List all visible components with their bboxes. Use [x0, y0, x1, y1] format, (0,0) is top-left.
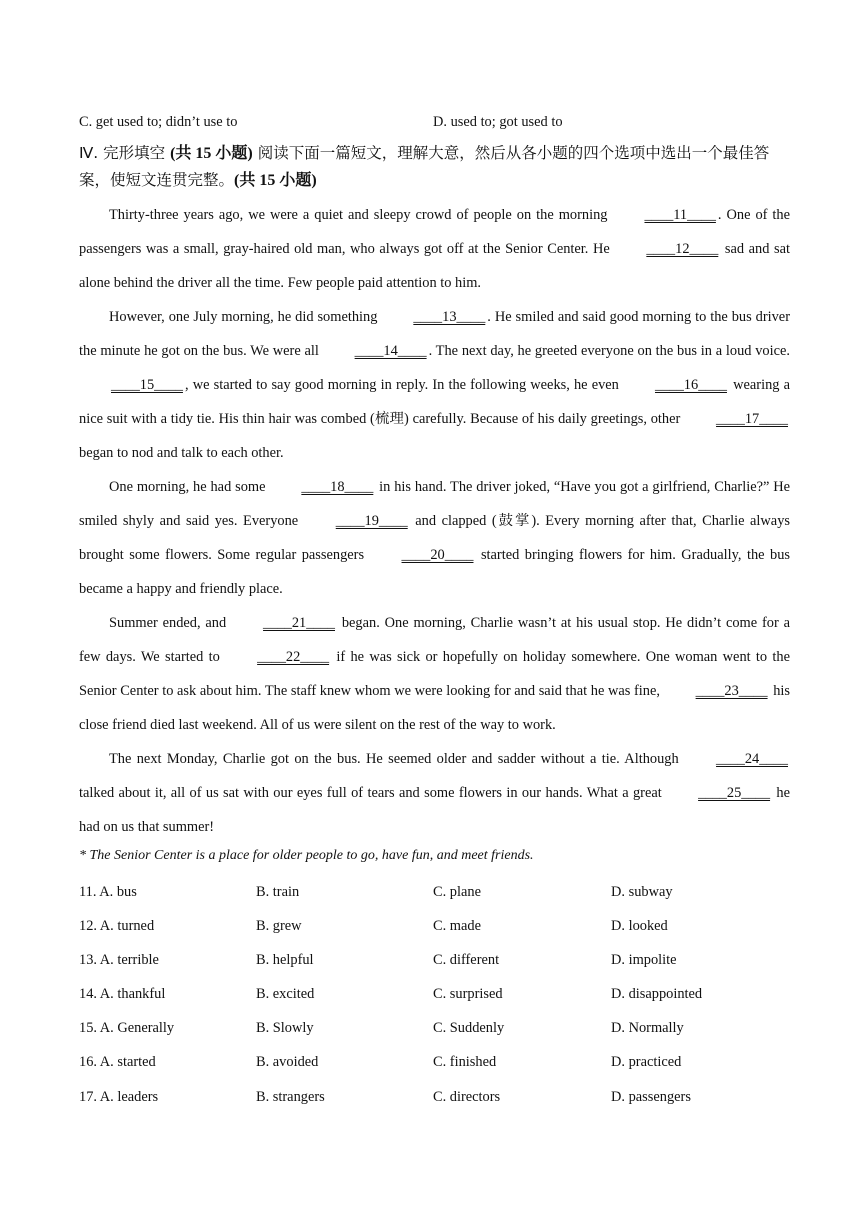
text: if he was sick or hopefully on holiday somewhere. One woman went to the Senior Center to ask about him. The staff knew whom we were looking for and said that he was fine, — [79, 649, 790, 699]
option-a: 13. A. terrible — [79, 952, 159, 969]
text: The next Monday, Charlie got on the bus. He seemed older and sadder without a tie. Although — [109, 751, 685, 767]
blank-22: ____22____ — [257, 649, 330, 665]
blank-13: ____13____ — [413, 309, 486, 325]
blank-24: ____24____ — [716, 751, 788, 767]
paragraph-5 — [79, 742, 790, 844]
blank-12: ____12____ — [646, 241, 719, 257]
paragraph-2 — [79, 300, 790, 470]
option-b: B. Slowly — [256, 1020, 314, 1037]
blank-23: ____23____ — [695, 683, 768, 699]
section-instruction: 阅读下面一篇短文，理解大意，然后从各小题的四个选项中选出一个最佳答案，使短文连贯完整。 — [79, 144, 770, 189]
option-a: 17. A. leaders — [79, 1088, 159, 1105]
option-a: 15. A. Generally — [79, 1020, 175, 1037]
blank-17: ____17____ — [716, 411, 788, 427]
text: Thirty-three years ago, we were a quiet and sleepy crowd of people on the morning — [109, 207, 613, 223]
section-count: (共 15 小题) — [170, 145, 253, 162]
blank-19: ____19____ — [335, 513, 408, 529]
question-row-16 — [79, 1050, 790, 1084]
option-d: D. disappointed — [611, 986, 703, 1003]
option-c: C. surprised — [433, 986, 503, 1003]
text: . He smiled and said good morning to the bus driver the minute he got on the bus. We were all — [79, 309, 790, 359]
option-c: C. get used to; didn’t use to — [79, 114, 238, 130]
option-d: D. used to; got used to — [433, 114, 563, 130]
option-d: D. subway — [611, 884, 673, 900]
section-heading — [79, 140, 790, 194]
text: , we started to say good morning in reply. In the following weeks, he even — [184, 377, 624, 393]
question-row-15 — [79, 1016, 790, 1050]
blank-11: ____11____ — [644, 207, 716, 223]
text: . The next day, he greeted everyone on the bus in a loud voice. — [428, 343, 790, 359]
option-a: 14. A. thankful — [79, 986, 166, 1003]
footnote: * The Senior Center is a place for older people to go, have fun, and meet friends. — [79, 848, 534, 863]
question-row-17 — [79, 1085, 790, 1119]
option-a: 11. A. bus — [79, 884, 137, 900]
option-c: C. finished — [433, 1054, 497, 1071]
paragraph-1 — [79, 198, 790, 300]
blank-14: ____14____ — [354, 343, 427, 359]
text: One morning, he had some — [109, 479, 270, 495]
question-row-14 — [79, 982, 790, 1016]
blank-18: ____18____ — [301, 479, 374, 495]
option-a: 16. A. started — [79, 1054, 156, 1071]
option-d: D. practiced — [611, 1054, 682, 1071]
blank-25: ____25____ — [698, 785, 771, 801]
text: started bringing flowers for him. Gradually, the bus became a happy and friendly place. — [79, 547, 790, 597]
cloze-passage — [79, 198, 790, 844]
section-title-prefix: Ⅳ. 完形填空 — [79, 144, 171, 162]
text: his close friend died last weekend. All of us were silent on the rest of the way to work. — [79, 683, 790, 733]
blank-15: ____15____ — [111, 377, 183, 393]
blank-21: ____21____ — [263, 615, 335, 631]
question-options — [79, 880, 790, 1119]
option-b: B. grew — [256, 918, 302, 935]
blank-16: ____16____ — [655, 377, 727, 393]
paragraph-4 — [79, 606, 790, 742]
text: in his hand. The driver joked, “Have you got a girlfriend, Charlie?” He smiled shyly and said yes. Everyone — [79, 479, 790, 529]
text: . One of the passengers was a small, gray-haired old man, who always got off at the Senior Center. He — [79, 207, 790, 257]
option-b: B. helpful — [256, 952, 314, 969]
option-c: C. directors — [433, 1088, 501, 1105]
question-row-11 — [79, 880, 790, 914]
section-count-2: (共 15 小题) — [234, 172, 317, 189]
text: Summer ended, and — [109, 615, 232, 631]
option-b: B. avoided — [256, 1054, 319, 1071]
option-d: D. looked — [611, 918, 668, 935]
option-d: D. Normally — [611, 1020, 684, 1037]
option-b: B. strangers — [256, 1088, 325, 1105]
text: talked about it, all of us sat with our eyes full of tears and some flowers in our hands. What a great — [79, 785, 667, 801]
text: wearing a nice suit with a tidy tie. His thin hair was combed (梳理) carefully. Because of his daily greetings, other — [79, 377, 790, 427]
option-a: 12. A. turned — [79, 918, 155, 935]
option-c: C. different — [433, 952, 500, 969]
option-d: D. passengers — [611, 1088, 691, 1105]
option-c: C. made — [433, 918, 481, 935]
text: began. One morning, Charlie wasn’t at his usual stop. He didn’t come for a few days. We started to — [79, 615, 790, 665]
option-c: C. plane — [433, 884, 481, 900]
option-b: B. train — [256, 884, 300, 900]
question-row-12 — [79, 914, 790, 948]
text: sad and sat alone behind the driver all the time. Few people paid attention to him. — [79, 241, 790, 291]
option-b: B. excited — [256, 986, 315, 1003]
text: However, one July morning, he did something — [109, 309, 382, 325]
previous-question-options — [79, 114, 790, 134]
text: and clapped (鼓掌). Every morning after that, Charlie always brought some flowers. Some regular passengers — [79, 513, 790, 563]
option-d: D. impolite — [611, 952, 677, 969]
text: began to nod and talk to each other. — [79, 445, 284, 461]
blank-20: ____20____ — [401, 547, 474, 563]
question-row-13 — [79, 948, 790, 982]
text: he had on us that summer! — [79, 785, 790, 835]
paragraph-3 — [79, 470, 790, 606]
option-c: C. Suddenly — [433, 1020, 505, 1037]
